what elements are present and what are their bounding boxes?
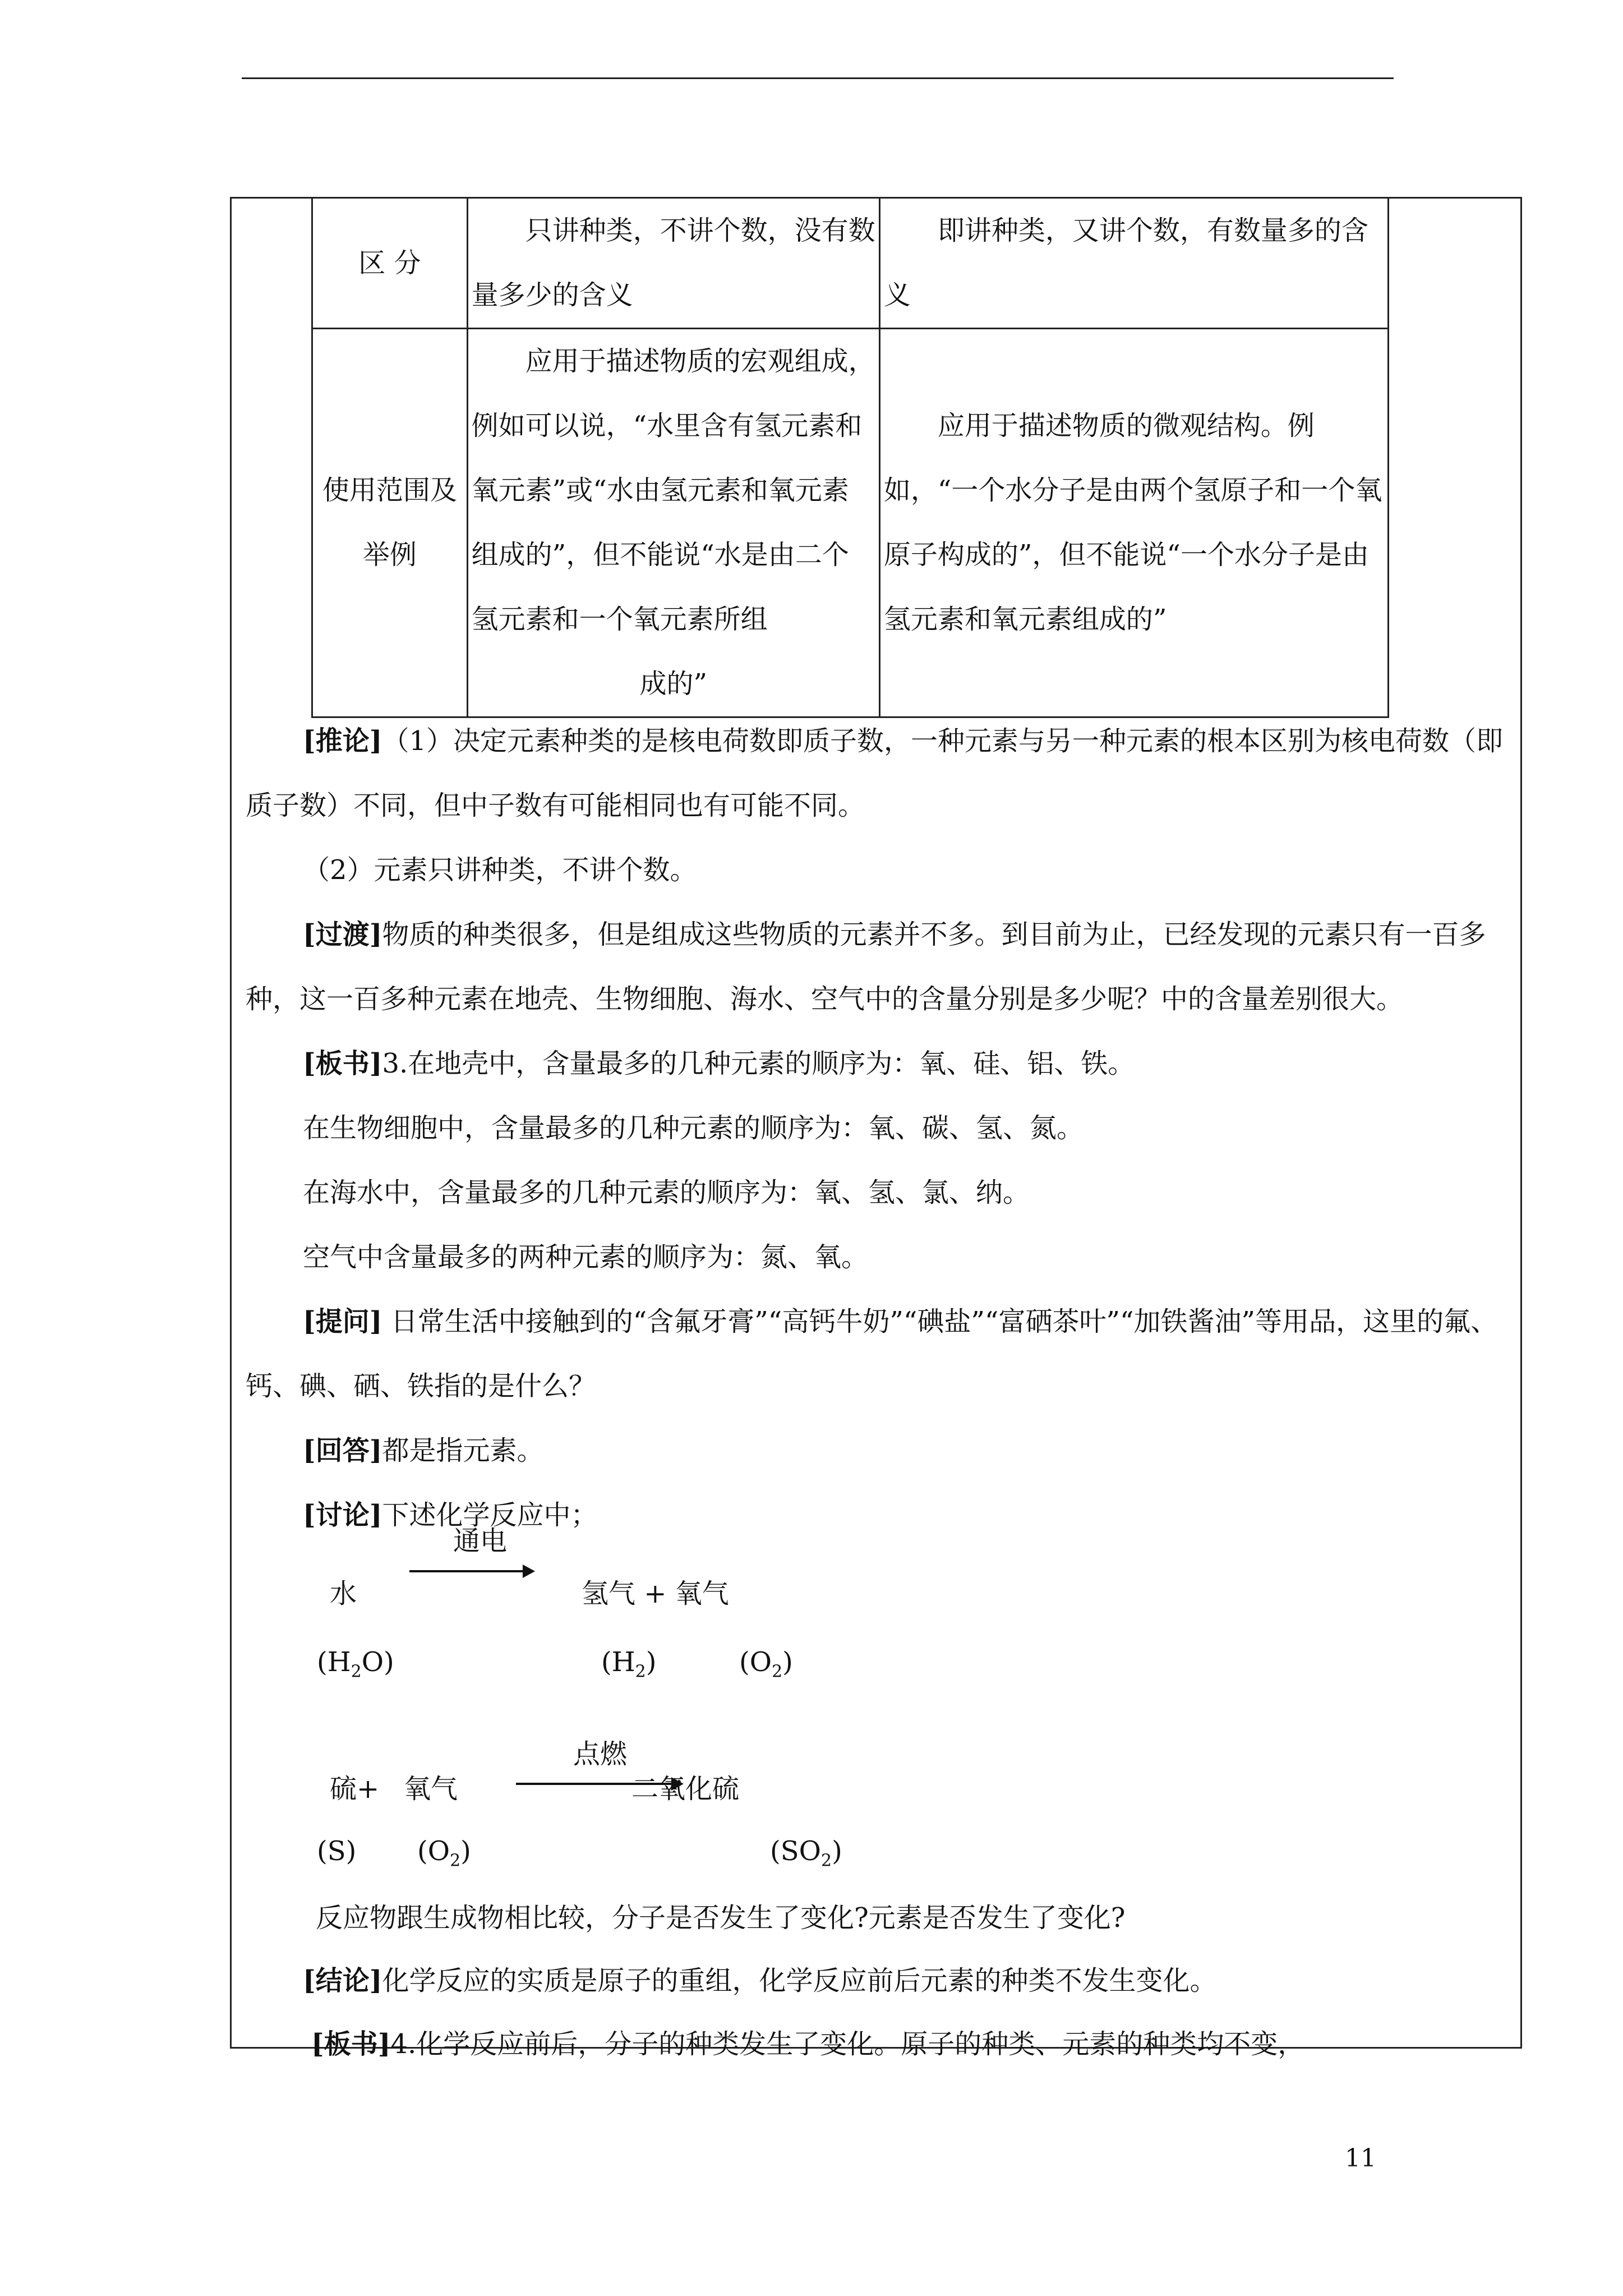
formula-water: $(H_2O)$ xyxy=(317,1646,394,1682)
paragraph: 在海水中，含量最多的几种元素的顺序为：氧、氢、氯、纳。 xyxy=(303,1177,1030,1208)
conclusion-paragraph: [结论]化学反应的实质是原子的重组，化学反应前后元素的种类不发生变化。 xyxy=(303,1965,1217,1996)
tag: [讨论] xyxy=(303,1499,382,1531)
tag: [推论] xyxy=(303,725,382,757)
tag: [板书] xyxy=(303,1048,382,1079)
paragraph: [提问] 日常生活中接触到的“含氟牙膏”“高钙牛奶”“碘盐”“富硒茶叶”“加铁酱油”等用品，这里的氟、钙、碘、硒、铁指的是什么？ xyxy=(246,1306,1498,1402)
tag: [结论] xyxy=(303,1965,382,1996)
tag: [过渡] xyxy=(303,919,382,950)
paragraph: [过渡]物质的种类很多，但是组成这些物质的元素并不多。到目前为止，已经发现的元素只有一百多种，这一百多种元素在地壳、生物细胞、海水、空气中的含量分别是多少呢？中的含量差别很大。 xyxy=(246,919,1486,1015)
element-cell xyxy=(467,329,879,717)
paragraph: （2）元素只讲种类，不讲个数。 xyxy=(303,854,697,886)
tag: [板书] xyxy=(311,2028,391,2060)
paragraph: [回答]都是指元素。 xyxy=(303,1435,544,1466)
reaction2-condition: 点燃 xyxy=(573,1738,628,1770)
paragraph: 在生物细胞中，含量最多的几种元素的顺序为：氧、碳、氢、氮。 xyxy=(303,1112,1084,1144)
reaction2-reactant2: 氧气 xyxy=(404,1773,458,1805)
reaction1-arrow xyxy=(409,1570,533,1572)
tag: [提问] xyxy=(303,1306,382,1337)
element-usage-text: 应用于描述物质的宏观组成，例如可以说，“水里含有氢元素和氧元素”或“水由氢元素和氧元素组成的”，但不能说“水是由二个氢元素和一个氧元素所组 xyxy=(471,346,875,635)
atom-cell: 即讲种类，又讲个数，有数量多的含义 xyxy=(879,198,1388,329)
atom-cell: 应用于描述物质的微观结构。例如，“一个水分子是由两个氢原子和一个氧原子构成的”，但不能说“一个水分子是由氢元素和氧元素组成的” xyxy=(879,329,1388,717)
reaction2-product: 二氧化硫 xyxy=(631,1773,740,1805)
comparison-table xyxy=(311,197,1389,718)
paragraph: [讨论]下述化学反应中； xyxy=(303,1499,598,1531)
tag: [回答] xyxy=(303,1435,382,1466)
element-usage-tail: 成的” xyxy=(639,668,708,700)
body-text xyxy=(246,709,1519,1548)
row-label: 区 分 xyxy=(312,198,468,329)
board-paragraph: [板书]4.化学反应前后，分子的种类发生了变化。原子的种类、元素的种类均不变， xyxy=(311,2028,1305,2060)
formula-sulfur-dioxide: $(SO_2)$ xyxy=(770,1835,842,1871)
reaction1-condition: 通电 xyxy=(453,1525,508,1557)
paragraph: 空气中含量最多的两种元素的顺序为：氮、氧。 xyxy=(303,1241,869,1273)
question-paragraph: 反应物跟生成物相比较，分子是否发生了变化?元素是否发生了变化? xyxy=(316,1902,1126,1934)
table-row xyxy=(312,329,1389,717)
paragraph: [板书]3.在地壳中，含量最多的几种元素的顺序为：氧、硅、铝、铁。 xyxy=(303,1048,1135,1079)
reaction1-reactant: 水 xyxy=(330,1578,357,1609)
element-cell: 只讲种类，不讲个数，没有数量多少的含义 xyxy=(467,198,879,329)
reaction2-reactant1: 硫+ xyxy=(330,1773,380,1805)
header-rule xyxy=(242,77,1394,79)
formula-oxygen2: $(O_2)$ xyxy=(417,1835,471,1871)
table-row xyxy=(312,198,1389,329)
page-number: 11 xyxy=(1345,2144,1376,2173)
formula-hydrogen: $(H_2)$ xyxy=(601,1646,657,1682)
formula-sulfur: (S) xyxy=(317,1835,357,1867)
row-label: 使用范围及举例 xyxy=(312,329,468,717)
paragraph: [推论]（1）决定元素种类的是核电荷数即质子数，一种元素与另一种元素的根本区别为核电荷数（即质子数）不同，但中子数有可能相同也有可能不同。 xyxy=(246,725,1503,821)
reaction1-products: 氢气 + 氧气 xyxy=(582,1578,729,1609)
formula-oxygen: $(O_2)$ xyxy=(739,1646,793,1682)
